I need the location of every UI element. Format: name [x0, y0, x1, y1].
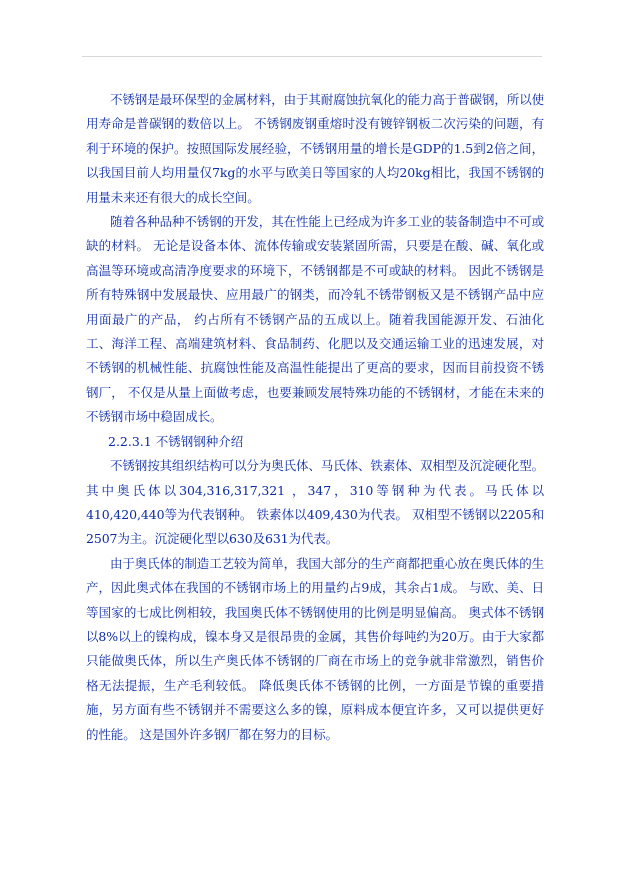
paragraph-steel-classification: 不锈钢按其组织结构可以分为奥氏体、马氏体、铁素体、双相型及沉淀硬化型。 其中奥氏体以304,316,317,321 ，347，310等钢种为代表。马氏体以410,420,440等为代表钢种。 铁素体以409,430为代表。 双相型不锈钢以2205和2507为主。沉淀硬化型以630及631为代表。	[86, 458, 545, 547]
paragraph-austenitic-market: 由于奥氏体的制造工艺较为简单，我国大部分的生产商都把重心放在奥氏体的生产，因此奥式体在我国的不锈钢市场上的用量约占9成，其余占1成。 与欧、美、日等国家的七成比例相较，我国奥氏体不锈钢使用的比例是明显偏高。 奥式体不锈钢以8%以上的镍构成，镍本身又是很昂贵的金属，其售价每吨约为20万。由于大家都只能做奥氏体，所以生产奥氏体不锈钢的厂商在市场上的竞争就非常激烈，销售价格无法提振，生产毛利较低。 降低奥氏体不锈钢的比例，一方面是节镍的重要措施，另方面有些不锈钢并不需要这么多的镍，原料成本便宜许多，又可以提供更好的性能。 这是国外许多钢厂都在努力的目标。	[86, 555, 545, 742]
paragraph-stainless-development: 随着各种品种不锈钢的开发，其在性能上已经成为许多工业的装备制造中不可或缺的材料。 无论是设备本体、流体传输或安装紧固所需，只要是在酸、碱、氧化或高温等环境或高清净度要求的环境下，不锈钢都是不可或缺的材料。 因此不锈钢是所有特殊钢中发展最快、应用最广的钢类，而冷轧不锈带钢板又是不锈钢产品中应用面最广的产品， 约占所有不锈钢产品的五成以上。随着我国能源开发、石油化工、海洋工程、高端建筑材料、食品制药、化肥以及交通运输工业的迅速发展，对不锈钢的机械性能、抗腐蚀性能及高温性能提出了更高的要求，因而目前投资不锈钢厂， 不仅是从量上面做考虑，也要兼顾发展特殊功能的不锈钢材，才能在未来的不锈钢市场中稳固成长。	[86, 214, 545, 425]
paragraph-stainless-environmental: 不锈钢是最环保型的金属材料，由于其耐腐蚀抗氧化的能力高于普碳钢，所以使用寿命是普碳钢的数倍以上。 不锈钢废钢重熔时没有镀锌钢板二次污染的问题，有利于环境的保护。按照国际发展经验，不锈钢用量的增长是GDP的1.5到2倍之间，以我国目前人均用量仅7kg的水平与欧美日等国家的人均20kg相比，我国不锈钢的用量未来还有很大的成长空间。	[86, 92, 545, 205]
document-body	[86, 88, 544, 747]
header-rule	[82, 56, 542, 57]
section-heading: 2.2.3.1 不锈钢钢种介绍	[108, 433, 244, 449]
